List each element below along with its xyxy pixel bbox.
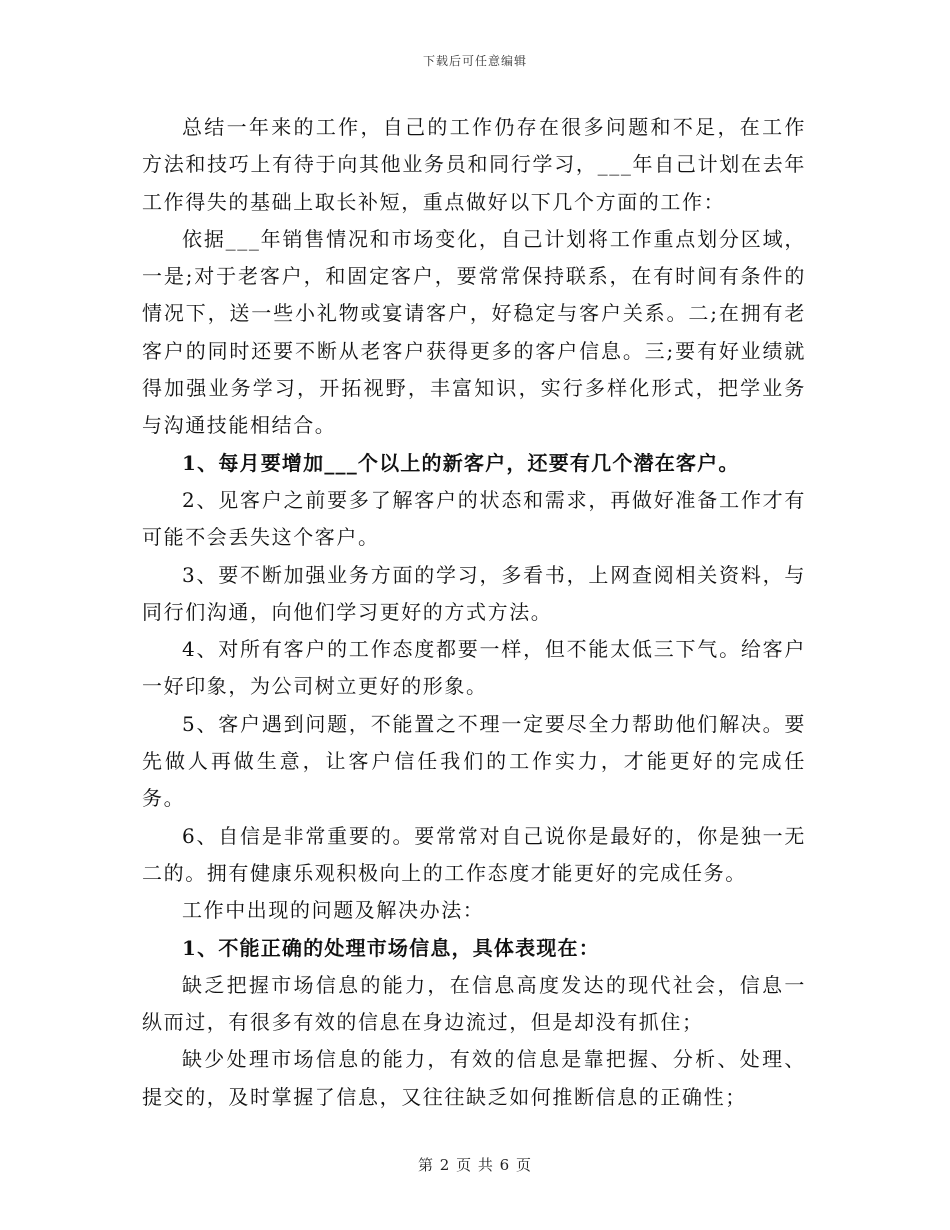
paragraph-11: 缺乏把握市场信息的能力，在信息高度发达的现代社会，信息一纵而过，有很多有效的信息在身边流过，但是却没有抓住； xyxy=(142,972,806,1035)
paragraph-8: 6、自信是非常重要的。要常常对自己说你是最好的，你是独一无二的。拥有健康乐观积极向上的工作态度才能更好的完成任务。 xyxy=(142,823,806,885)
paragraph-10-bold: 1、不能正确的处理市场信息，具体表现在： xyxy=(182,935,600,960)
paragraph-6: 4、对所有客户的工作态度都要一样，但不能太低三下气。给客户一好印象，为公司树立更好的形象。 xyxy=(142,637,806,699)
paragraph-4: 2、见客户之前要多了解客户的状态和需求，再做好准备工作才有可能不会丢失这个客户。 xyxy=(142,487,806,550)
paragraph-3-bold: 1、每月要增加___个以上的新客户，还要有几个潜在客户。 xyxy=(182,450,740,475)
paragraph-2: 依据___年销售情况和市场变化，自己计划将工作重点划分区域，一是;对于老客户，和固定客户，要常常保持联系，在有时间有条件的情况下，送一些小礼物或宴请客户，好稳定与客户关系。二;在拥有老客户的同时还要不断从老客户获得更多的客户信息。三;要有好业绩就得加强业务学习，开拓视野，丰富知识，实行多样化形式，把学业务与沟通技能相结合。 xyxy=(142,226,806,438)
paragraph-7: 5、客户遇到问题，不能置之不理一定要尽全力帮助他们解决。要先做人再做生意，让客户信任我们的工作实力，才能更好的完成任务。 xyxy=(142,711,806,811)
paragraph-12: 缺少处理市场信息的能力，有效的信息是靠把握、分析、处理、提交的，及时掌握了信息，又往往缺乏如何推断信息的正确性； xyxy=(142,1047,806,1109)
document-body xyxy=(142,109,806,1116)
page-footer: 第 2 页 共 6 页 xyxy=(418,1156,532,1174)
paragraph-1: 总结一年来的工作，自己的工作仍存在很多问题和不足，在工作方法和技巧上有待于向其他业务员和同行学习，___年自己计划在去年工作得失的基础上取长补短，重点做好以下几个方面的工作： xyxy=(142,115,806,214)
paragraph-5: 3、要不断加强业务方面的学习，多看书，上网查阅相关资料，与同行们沟通，向他们学习更好的方式方法。 xyxy=(142,562,806,624)
page-header: 下载后可任意编辑 xyxy=(422,54,527,68)
paragraph-9: 工作中出现的问题及解决办法： xyxy=(182,898,485,923)
